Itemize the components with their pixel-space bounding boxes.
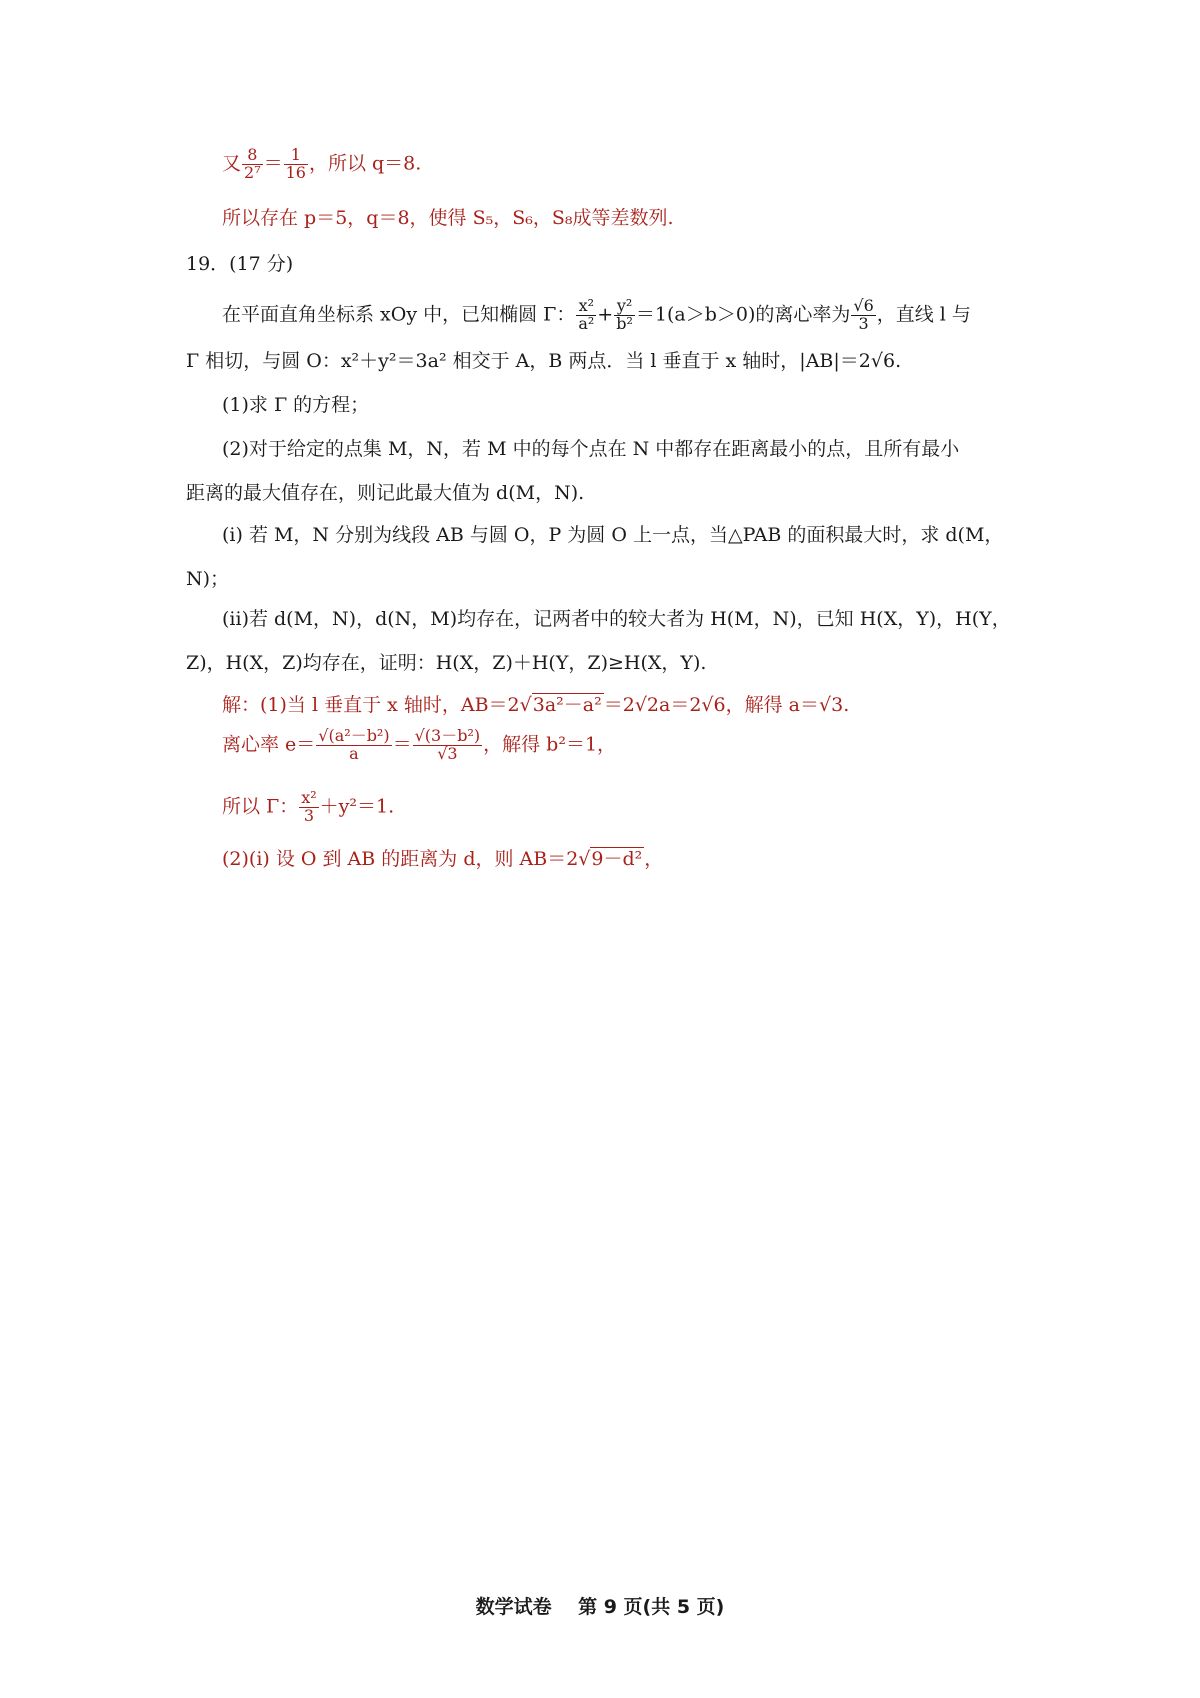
problem-number: 19．(17 分) — [186, 253, 294, 275]
text: ，解得 b²＝1， — [483, 733, 617, 756]
text: + — [597, 303, 614, 326]
problem-stem-line-1 — [222, 298, 971, 333]
text: ＝1(a＞b＞0)的离心率为 — [635, 303, 851, 326]
fraction — [242, 147, 263, 182]
question-2i-line-1: (i) 若 M，N 分别为线段 AB 与圆 O，P 为圆 O 上一点，当△PAB 的面积最大时，求 d(M， — [222, 524, 1004, 546]
question-2i-line-2: N)； — [186, 568, 230, 590]
text: ， — [644, 848, 664, 870]
frac-num: x² — [576, 298, 596, 316]
text: 在平面直角坐标系 xOy 中，已知椭圆 Γ： — [222, 303, 576, 326]
frac-num: y² — [614, 298, 635, 316]
fraction — [576, 298, 596, 333]
fraction — [851, 298, 875, 333]
text: (2)(i) 设 O 到 AB 的距离为 d，则 AB＝2 — [222, 848, 579, 870]
solution-line-4: (2)(i) 设 O 到 AB 的距离为 d，则 AB＝2√9－d² ， — [222, 848, 664, 870]
text: ，直线 l 与 — [876, 303, 971, 326]
text: 又 — [222, 152, 242, 175]
fraction — [284, 147, 308, 182]
fraction — [614, 298, 635, 333]
footer-subject: 数学试卷 — [475, 1596, 552, 1618]
frac-den: 3 — [858, 313, 869, 333]
sqrt-radicand: 3a²－a² — [532, 694, 602, 716]
question-2-line-1: (2)对于给定的点集 M，N，若 M 中的每个点在 N 中都存在距离最小的点，且所有最小 — [222, 438, 960, 460]
frac-num: √(a²－b²) — [318, 726, 390, 745]
solution-line-2 — [222, 728, 616, 763]
question-2ii-line-1: (ii)若 d(M，N)，d(N，M)均存在，记两者中的较大者为 H(M，N)，已知 H(X，Y)，H(Y， — [222, 608, 1011, 630]
frac-den: 3 — [303, 805, 315, 825]
solution-line-1: 解：(1)当 l 垂直于 x 轴时，AB＝2√3a²－a² ＝2√2a＝2√6，解得 a＝√3. — [222, 694, 850, 716]
prev-solution-line-2: 所以存在 p＝5，q＝8，使得 S₅，S₆，S₈成等差数列. — [222, 207, 674, 229]
text: ＝ — [263, 152, 283, 175]
solution-line-3 — [222, 790, 394, 825]
frac-den: 2⁷ — [244, 162, 261, 182]
frac-den: a² — [578, 313, 595, 333]
frac-num: 8 — [242, 147, 263, 165]
text: ＝2√2a＝2√6，解得 a＝√3. — [603, 694, 850, 716]
sqrt-radicand: 9－d² — [591, 848, 643, 870]
frac-num: √6 — [853, 296, 874, 315]
problem-stem-line-2: Γ 相切，与圆 O：x²＋y²＝3a² 相交于 A，B 两点．当 l 垂直于 x 轴时，|AB|＝2√6. — [186, 350, 902, 372]
text: 所以 Γ： — [222, 795, 299, 818]
fraction — [316, 728, 391, 763]
question-1: (1)求 Γ 的方程； — [222, 394, 370, 416]
frac-den: 16 — [285, 162, 306, 182]
frac-num: √(3－b²) — [414, 726, 481, 745]
fraction — [299, 790, 318, 825]
text: ＋y²＝1. — [319, 795, 395, 818]
page-footer — [0, 1592, 1200, 1619]
fraction — [413, 728, 483, 763]
text: ，所以 q＝8. — [308, 152, 422, 175]
text: 解：(1)当 l 垂直于 x 轴时，AB＝2 — [222, 694, 520, 716]
frac-num: x² — [301, 788, 317, 807]
frac-den: a — [349, 743, 359, 763]
question-2ii-line-2: Z)，H(X，Z)均存在，证明：H(X，Z)＋H(Y，Z)≥H(X，Y). — [186, 652, 707, 674]
frac-den: √3 — [437, 743, 458, 763]
footer-page-number: 第 9 页(共 5 页) — [578, 1596, 725, 1618]
frac-num: 1 — [284, 147, 308, 165]
text: 离心率 e＝ — [222, 733, 316, 756]
frac-den: b² — [616, 313, 633, 333]
prev-solution-line-1 — [222, 147, 421, 182]
text: ＝ — [392, 733, 412, 756]
question-2-line-2: 距离的最大值存在，则记此最大值为 d(M，N). — [186, 482, 585, 504]
